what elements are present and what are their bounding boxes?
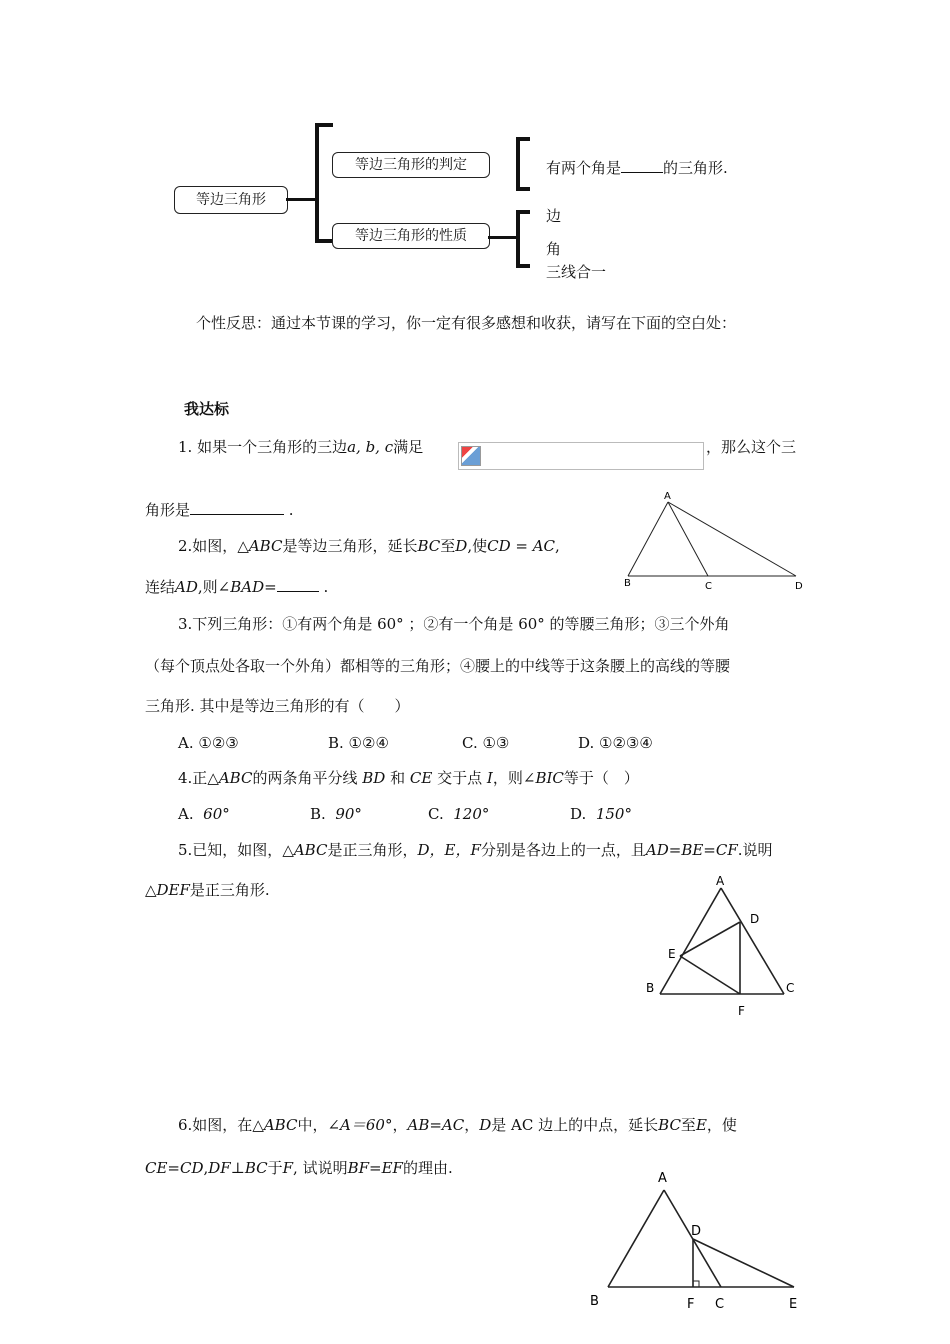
q1-line2: 角形是 . bbox=[145, 501, 294, 519]
figure-q2 bbox=[618, 488, 808, 596]
blank bbox=[621, 172, 663, 173]
label-d: D bbox=[750, 912, 760, 926]
prop-item-side: 边 bbox=[546, 207, 562, 225]
q4-option-b: B. 90° bbox=[310, 805, 362, 823]
label-b: B bbox=[590, 1294, 599, 1309]
label-f: F bbox=[687, 1297, 695, 1312]
answer-blank bbox=[277, 591, 319, 592]
q5-line2: △DEF是正三角形. bbox=[145, 881, 270, 899]
q3-option-d: D. ①②③④ bbox=[578, 734, 653, 752]
q4-line1: 4.正△ABC的两条角平分线 BD 和 CE 交于点 I，则∠BIC等于（ ） bbox=[178, 769, 639, 787]
q4-option-a: A. 60° bbox=[178, 805, 230, 823]
q3-line1: 3.下列三角形：①有两个角是 60° ；②有一个角是 60° 的等腰三角形；③三个外角 bbox=[178, 615, 730, 633]
q4-option-c: C. 120° bbox=[428, 805, 490, 823]
figure-q5 bbox=[640, 872, 810, 1024]
label-b: B bbox=[624, 578, 631, 589]
label-c: C bbox=[705, 581, 712, 592]
broken-image-placeholder bbox=[458, 442, 704, 470]
segment-ef bbox=[680, 956, 740, 994]
section-title: 我达标 bbox=[184, 400, 230, 418]
mindmap-branch-judge: 等边三角形的判定 bbox=[332, 152, 490, 178]
judge-text: 有两个角是 的三角形. bbox=[546, 159, 728, 177]
big-bracket bbox=[315, 123, 333, 243]
q3-option-b: B. ①②④ bbox=[328, 734, 389, 752]
side-ac bbox=[721, 888, 784, 994]
label-a: A bbox=[664, 491, 671, 502]
q3-line3: 三角形. 其中是等边三角形的有（ ） bbox=[145, 697, 410, 715]
connector bbox=[488, 236, 516, 239]
reflection-text: 个性反思：通过本节课的学习，你一定有很多感想和收获，请写在下面的空白处： bbox=[196, 314, 737, 332]
label-d: D bbox=[795, 581, 803, 592]
q1-line1: 1. 如果一个三角形的三边a, b, c满足 bbox=[178, 438, 424, 456]
q3-line2: （每个顶点处各取一个外角）都相等的三角形；④腰上的中线等于这条腰上的高线的等腰 bbox=[145, 657, 731, 675]
prop-bracket bbox=[516, 210, 530, 268]
side-ab bbox=[608, 1190, 664, 1287]
side-ad bbox=[668, 502, 796, 576]
judge-bracket bbox=[516, 137, 530, 191]
side-ab bbox=[628, 502, 668, 576]
label-c: C bbox=[715, 1297, 725, 1312]
q4-option-d: D. 150° bbox=[570, 805, 632, 823]
prop-item-three-lines: 三线合一 bbox=[546, 263, 607, 281]
q5-line1: 5.已知，如图，△ABC是正三角形，D，E，F分别是各边上的一点，且AD=BE=CF.说明 bbox=[178, 841, 773, 859]
q2-line1: 2.如图，△ABC是等边三角形，延长BC至D,使CD = AC, bbox=[178, 537, 560, 555]
mindmap-branch-prop: 等边三角形的性质 bbox=[332, 223, 490, 249]
label-b: B bbox=[646, 981, 655, 995]
segment-de bbox=[693, 1239, 794, 1287]
q3-option-a: A. ①②③ bbox=[178, 734, 239, 752]
mindmap-root: 等边三角形 bbox=[174, 186, 288, 214]
broken-image-icon bbox=[461, 446, 481, 466]
q1-line1-end: ，那么这个三 bbox=[706, 438, 797, 456]
answer-blank bbox=[190, 514, 284, 515]
q6-line2: CE=CD,DF⊥BC于F, 试说明BF=EF的理由. bbox=[145, 1159, 453, 1177]
label-e: E bbox=[789, 1297, 798, 1312]
label-f: F bbox=[738, 1004, 745, 1018]
label-a: A bbox=[658, 1171, 667, 1186]
q3-option-c: C. ①③ bbox=[462, 734, 510, 752]
q6-line1: 6.如图，在△ABC中，∠A＝60°，AB=AC，D是 AC 边上的中点，延长BC至E，使 bbox=[178, 1116, 737, 1134]
side-ab bbox=[660, 888, 721, 994]
label-e: E bbox=[668, 947, 676, 961]
q2-line2: 连结AD,则∠BAD= . bbox=[145, 578, 329, 596]
connector bbox=[286, 198, 316, 201]
label-a: A bbox=[716, 874, 725, 888]
label-c: C bbox=[786, 981, 795, 995]
label-d: D bbox=[691, 1224, 702, 1239]
segment-ed bbox=[680, 922, 740, 956]
figure-q6 bbox=[582, 1166, 808, 1316]
prop-item-angle: 角 bbox=[546, 240, 562, 258]
right-angle-mark bbox=[693, 1281, 699, 1287]
